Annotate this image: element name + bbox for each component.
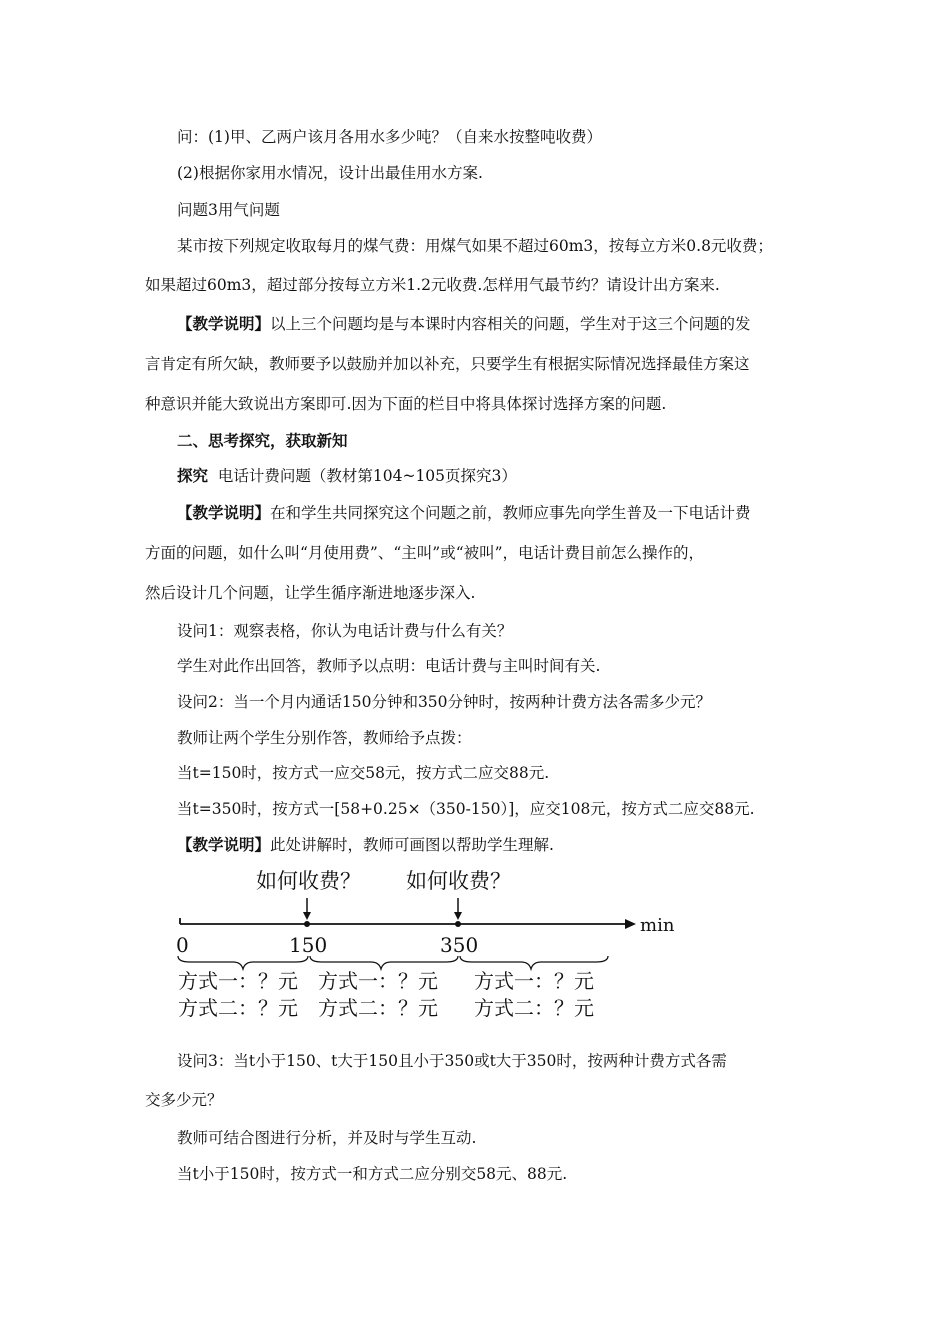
paragraph: 种意识并能大致说出方案即可.因为下面的栏目中将具体探讨选择方案的问题. [145,395,667,413]
tick-label: 150 [289,933,328,957]
option2-label: 方式二：？元 [474,996,594,1020]
section-heading: 二、思考探究，获取新知 [177,431,348,450]
explore-label: 探究 [177,466,209,485]
paragraph: 设问3：当t小于150、t大于150且小于350或t大于350时，按两种计费方式各需 [177,1052,727,1070]
option2-label: 方式二：？元 [318,996,438,1020]
tick-label: 350 [440,933,479,957]
paragraph: 然后设计几个问题，让学生循序渐进地逐步深入. [145,584,476,602]
paragraph: 教师让两个学生分别作答，教师给予点拨： [177,729,472,747]
teaching-note [177,503,837,523]
paragraph: (2)根据你家用水情况，设计出最佳用水方案. [177,164,483,182]
paragraph: 当t=150时，按方式一应交58元，按方式二应交88元. [177,764,550,782]
paragraph: 如果超过60m3，超过部分按每立方米1.2元收费.怎样用气最节约？请设计出方案来. [145,276,720,294]
note-label: 【教学说明】 [177,503,271,522]
axis-arrow [625,919,636,929]
paragraph: 方面的问题，如什么叫“月使用费”、“主叫”或“被叫”，电话计费目前怎么操作的， [145,544,705,562]
paragraph: 问题3用气问题 [177,201,280,219]
note-text: 此处讲解时，教师可画图以帮助学生理解. [270,836,554,854]
arrow-head [303,912,311,920]
paragraph: 教师可结合图进行分析，并及时与学生互动. [177,1129,477,1147]
option1-label: 方式一：？元 [474,969,594,993]
paragraph: 问：(1)甲、乙两户该月各用水多少吨？（自来水按整吨收费） [177,128,602,146]
paragraph: 言肯定有所欠缺，教师要予以鼓励并加以补充，只要学生有根据实际情况选择最佳方案这 [145,355,750,373]
brace [460,956,608,969]
paragraph: 某市按下列规定收取每月的煤气费：用煤气如果不超过60m3，按每立方米0.8元收费； [177,237,773,255]
paragraph: 学生对此作出回答，教师予以点明：电话计费与主叫时间有关. [177,657,601,675]
option1-label: 方式一：？元 [178,969,298,993]
option2-label: 方式二：？元 [178,996,298,1020]
paragraph: 设问1：观察表格，你认为电话计费与什么有关？ [177,622,513,640]
note-label: 【教学说明】 [177,314,271,333]
explore-text: 电话计费问题（教材第104~105页探究3） [217,467,517,485]
paragraph: 设问2：当一个月内通话150分钟和350分钟时，按两种计费方法各需多少元？ [177,693,712,711]
brace [310,956,458,969]
point-350 [455,921,461,927]
note-label: 【教学说明】 [177,835,271,854]
paragraph: 当t=350时，按方式一[58+0.25×（350-150）]，应交108元，按方式二应交88元. [177,800,755,818]
note-text: 在和学生共同探究这个问题之前，教师应事先向学生普及一下电话计费 [270,504,751,522]
arrow-head [454,912,462,920]
tick-label: 0 [176,933,189,957]
note-text: 以上三个问题均是与本课时内容相关的问题，学生对于这三个问题的发 [270,315,751,333]
paragraph: 交多少元？ [145,1091,223,1109]
paragraph: 当t小于150时，按方式一和方式二应分别交58元、88元. [177,1165,568,1183]
number-line-diagram [170,862,690,1032]
teaching-note [177,835,837,855]
explore-line [177,466,837,486]
point-150 [304,921,310,927]
question-label: 如何收费？ [406,869,511,893]
teaching-note [177,314,837,334]
brace [178,956,308,969]
question-label: 如何收费？ [256,869,361,893]
option1-label: 方式一：？元 [318,969,438,993]
axis-unit: min [640,915,675,936]
